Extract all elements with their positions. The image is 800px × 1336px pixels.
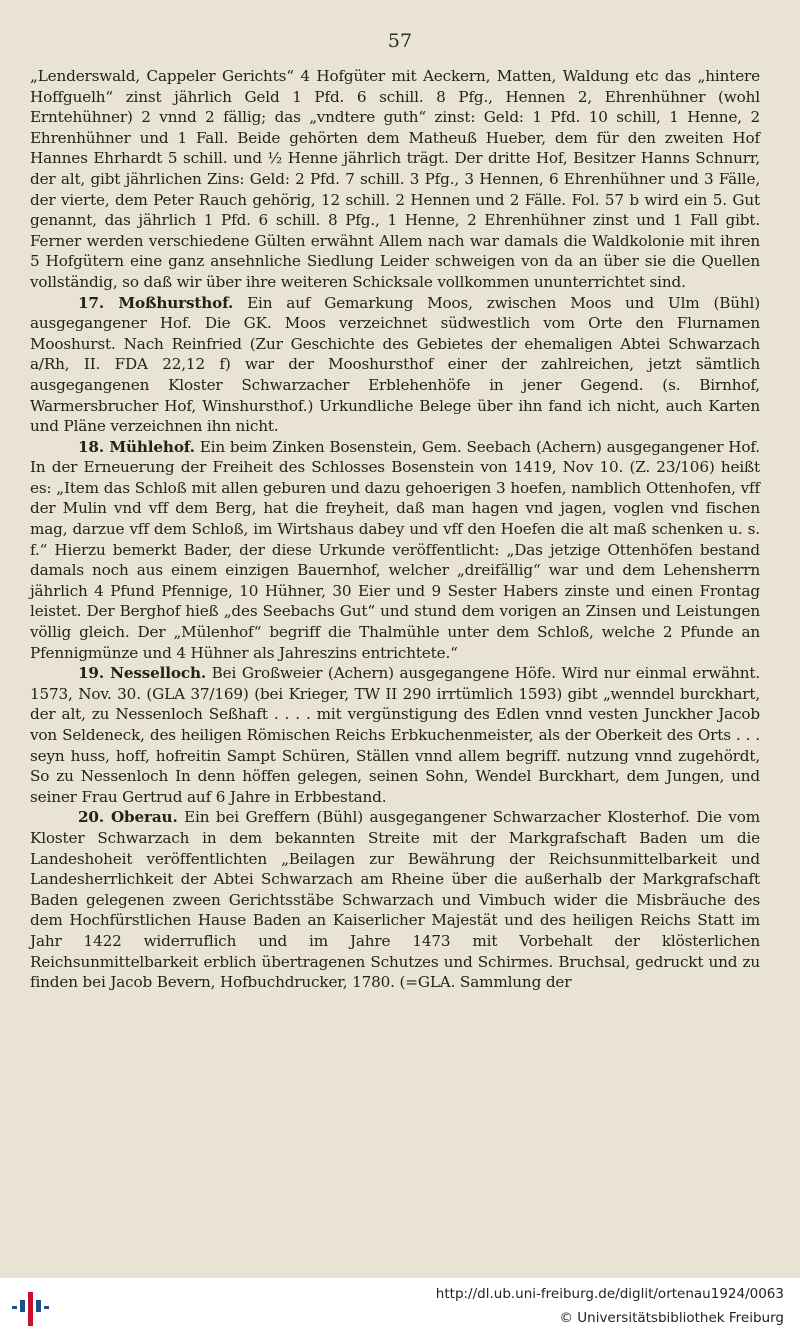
viewer-footer	[0, 1278, 800, 1336]
permalink-link[interactable]: http://dl.ub.uni-freiburg.de/diglit/ortenau1924/0063	[435, 1286, 784, 1302]
entry-title: 20. Oberau.	[78, 808, 178, 827]
entry-text: Ein beim Zinken Bosenstein, Gem. Seebach (Achern) ausgegangener Hof. In der Erneuerung der Freiheit des Schlosses Bosenstein von 1419, Nov 10. (Z. 23/106) heißt es: „Item das Schloß mit allen geburen und dazu gehoerigen 3 hoefen, namblich Ottenhofen, vff der Mulin vnd vff dem Berg, hat die freyheit, daß man hagen vnd jagen, voglen vnd fischen mag, darzue vff dem Schloß, im Wirtshaus dabey und vff den Hoefen die alt maß schenken u. s. f.“ Hierzu bemerkt Bader, der diese Urkunde veröffentlicht: „Das jetzige Ottenhöfen bestand damals noch aus einem einzigen Bauernhof, welcher „dreifällig“ war und dem Lehensherrn jährlich 4 Pfund Pfennige, 10 Hühner, 30 Eier und 9 Sester Habers zinste und einen Frontag leistet. Der Berghof hieß „des Seebachs Gut“ und stund dem vorigen an Zinsen und Leistungen völlig gleich. Der „Mülenhof“ begriff die Thalmühle unter dem Schloß, welche 2 Pfunde an Pfennigmünze und 4 Hühner als Jahreszins entrichtete.“	[30, 437, 760, 662]
page-number: 57	[387, 30, 413, 52]
entry-title: 19. Nesselloch.	[78, 664, 206, 683]
paragraph-lenderswald	[30, 66, 760, 293]
entry-nesselloch	[30, 663, 760, 807]
paragraph-text: „Lenderswald, Cappeler Gerichts“ 4 Hofgüter mit Aeckern, Matten, Waldung etc das „hintere Hoffguelh“ zinst jährlich Geld 1 Pfd. 6 schill. 8 Pfg., Hennen 2, Ehrenhühner (wohl Erntehühner) 2 vnnd 2 fällig; das „vndtere guth“ zinst: Geld: 1 Pfd. 10 schill, 1 Henne, 2 Ehrenhühner und 1 Fall. Beide gehörten dem Matheuß Hueber, dem für den zweiten Hof Hannes Ehrhardt 5 schill. und ½ Henne jährlich trägt. Der dritte Hof, Besitzer Hanns Schnurr, der alt, gibt jährlichen Zins: Geld: 2 Pfd. 7 schill. 3 Pfg., 3 Hennen, 6 Ehrenhühner und 3 Fälle, der vierte, dem Peter Rauch gehörig, 12 schill. 2 Hennen und 2 Fälle. Fol. 57 b wird ein 5. Gut genannt, das jährlich 1 Pfd. 6 schill. 8 Pfg., 1 Henne, 2 Ehrenhühner zinst und 1 Fall gibt. Ferner werden verschiedene Gülten erwähnt Allem nach war damals die Waldkolonie mit ihren 5 Hofgütern eine ganz ansehnliche Siedlung Leider schweigen von da an über sie die Quellen vollständig, so daß wir über ihre weiteren Schicksale vollkommen ununterrichtet sind.	[30, 67, 760, 291]
entry-oberau	[30, 807, 760, 992]
copyright-notice: © Universitätsbibliothek Freiburg	[559, 1310, 784, 1326]
entry-title: 17. Moßhursthof.	[78, 293, 234, 312]
entry-text: Ein bei Greffern (Bühl) ausgegangener Schwarzacher Klosterhof. Die vom Kloster Schwarzach in dem bekannten Streite mit der Markgrafschaft Baden um die Landeshoheit veröffentlichten „Beilagen zur Bewährung der Reichsunmittelbarkeit und Landesherrlichkeit der Abtei Schwarzach am Rheine über die außerhalb der Markgrafschaft Baden gelegenen zween Gerichtsstäbe Schwarzach und Vimbuch wider die Misbräuche des dem Hochfürstlichen Hause Baden an Kaiserlicher Majestät und des heiligen Reichs Statt im Jahr 1422 widerruflich und im Jahre 1473 mit Vorbehalt der klösterlichen Reichsunmittelbarkeit erblich übertragenen Schutzes und Schirmes. Bruchsal, gedruckt und zu finden bei Jacob Bevern, Hofbuchdrucker, 1780. (=GLA. Sammlung der	[30, 808, 760, 992]
entry-text: Ein auf Gemarkung Moos, zwischen Moos und Ulm (Bühl) ausgegangener Hof. Die GK. Moos verzeichnet südwestlich vom Orte den Flurnamen Mooshurst. Nach Reinfried (Zur Geschichte des Gebietes der ehemaligen Abtei Schwarzach a/Rh, II. FDA 22,12 f) war der Mooshursthof einer der zahlreichen, jetzt sämtlich ausgegangenen Kloster Schwarzacher Erblehenhöfe in jener Gegend. (s. Birnhof, Warmersbrucher Hof, Winshursthof.) Urkundliche Belege über ihn fand ich nicht, auch Karten und Pläne verzeichnen ihn nicht.	[30, 293, 760, 436]
library-logo-icon	[10, 1288, 50, 1328]
entry-muehlehof	[30, 437, 760, 664]
text-body	[30, 66, 760, 993]
entry-mosshursthof	[30, 293, 760, 437]
entry-text: Bei Großweier (Achern) ausgegangene Höfe. Wird nur einmal erwähnt. 1573, Nov. 30. (GLA 37/169) (bei Krieger, TW II 290 irrtümlich 1593) gibt „wenndel burckhart, der alt, zu Nessenloch Seßhaft . . . . mit vergünstigung des Edlen vnnd vesten Junckher Jacob von Seldeneck, des heiligen Römischen Reichs Erbkuchenmeister, als der Oberkeit des Orts . . . seyn huss, hoff, hofreitin Sampt Schüren, Ställen vnnd allem begriff. nutzung vnnd zugehördt, So zu Nessenloch In denn höffen gelegen, seinen Sohn, Wendel Burckhart, dem Jungen, und seiner Frau Gertrud auf 6 Jahre in Erbbestand.	[30, 664, 760, 806]
entry-title: 18. Mühlehof.	[78, 437, 195, 456]
